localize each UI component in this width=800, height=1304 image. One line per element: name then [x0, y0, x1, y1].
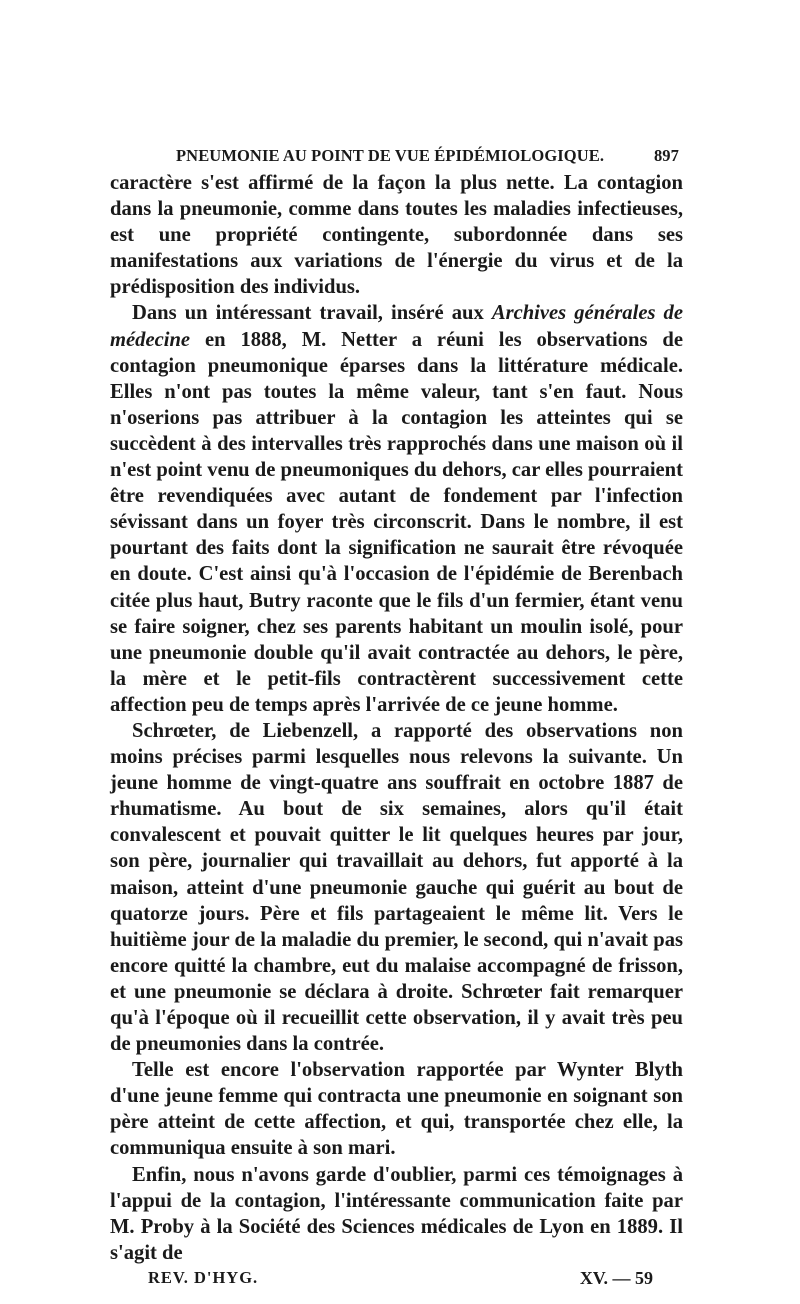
text-segment: Enfin, nous n'avons garde d'oublier, parmi ces témoignages à l'appui de la contagion, l'intéressante communication faite par M. Proby à la Société des Sciences médicales de Lyon en 1889. Il s'agit de: [110, 1163, 683, 1264]
sheet-signature: XV. — 59: [579, 1267, 653, 1288]
paragraph: [110, 300, 683, 718]
journal-signature: REV. D'HYG.: [148, 1267, 259, 1287]
text-segment: caractère s'est affirmé de la façon la plus nette. La contagion dans la pneumonie, comme dans toutes les maladies infectieuses, est une propriété contingente, subordonnée dans ses manifestations aux variations de l'énergie du virus et de la prédisposition des individus.: [110, 172, 683, 299]
text-segment: Schrœter, de Liebenzell, a rapporté des observations non moins précises parmi lesquelles nous relevons la suivante. Un jeune homme de vingt-quatre ans souffrait en octobre 1887 de rhumatisme. Au bout de six semaines, alors qu'il était convalescent et pouvait quitter le lit quelques heures par jour, son père, journalier qui travaillait au dehors, fut apporté à la maison, atteint d'une pneumonie gauche qui guérit au bout de quatorze jours. Père et fils partageaient le même lit. Vers le huitième jour de la maladie du premier, le second, qui n'avait pas encore quitté la chambre, eut du malaise accompagné de frisson, et une pneumonie se déclara à droite. Schrœter fait remarquer qu'à l'époque où il recueillit cette observation, il y avait très peu de pneumonies dans la contrée.: [110, 719, 683, 1056]
document-page: [110, 146, 683, 1292]
page-footer: [110, 1268, 683, 1292]
italic-title: Archives générales de médecine: [110, 302, 683, 351]
paragraph: [110, 718, 683, 1057]
running-title: PNEUMONIE AU POINT DE VUE ÉPIDÉMIOLOGIQUE.: [176, 146, 605, 165]
text-segment: Dans un intéressant travail, inséré aux: [132, 302, 492, 325]
body-text: [110, 170, 683, 1266]
page-number: 897: [653, 146, 679, 165]
running-header: [110, 146, 683, 170]
text-segment: Telle est encore l'observation rapportée par Wynter Blyth d'une jeune femme qui contracta une pneumonie en soignant son père atteint de cette affection, et qui, transportée chez elle, la communiqua ensuite à son mari.: [110, 1059, 683, 1160]
paragraph: [110, 1057, 683, 1161]
text-segment: en 1888, M. Netter a réuni les observations de contagion pneumonique éparses dans la littérature médicale. Elles n'ont pas toutes la même valeur, tant s'en faut. Nous n'oserions pas attribuer à la contagion les atteintes qui se succèdent à des intervalles très rapprochés dans une maison où il n'est point venu de pneumoniques du dehors, car elles pourraient être revendiquées avec autant de fondement par l'infection sévissant dans un foyer très circonscrit. Dans le nombre, il est pourtant des faits dont la signification ne saurait être révoquée en doute. C'est ainsi qu'à l'occasion de l'épidémie de Berenbach citée plus haut, Butry raconte que le fils d'un fermier, étant venu se faire soigner, chez ses parents habitant un moulin isolé, pour une pneumonie double qu'il avait contractée au dehors, le père, la mère et le petit-fils contractèrent successivement cette affection peu de temps après l'arrivée de ce jeune homme.: [110, 328, 683, 716]
paragraph: [110, 170, 683, 300]
paragraph: [110, 1162, 683, 1266]
